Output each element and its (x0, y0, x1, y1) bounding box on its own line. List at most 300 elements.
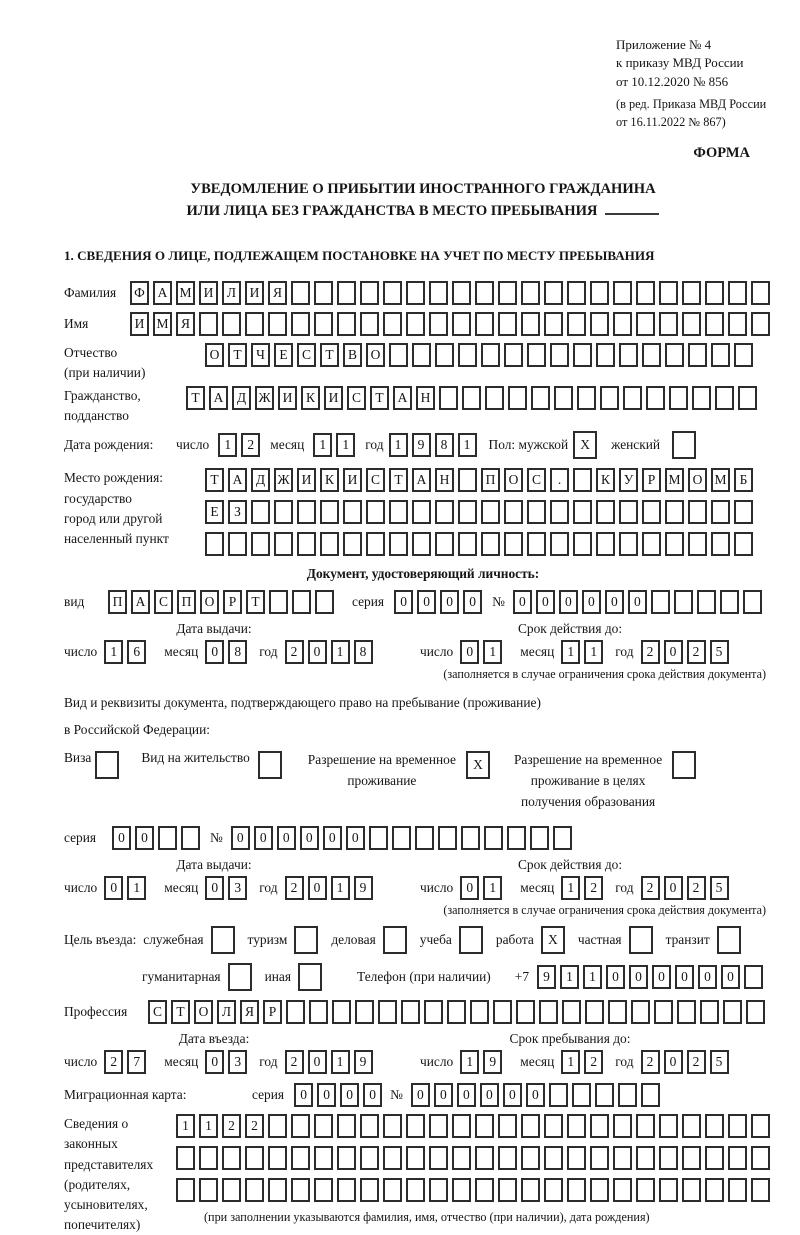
form-cell[interactable] (292, 590, 311, 614)
form-cell[interactable] (688, 532, 707, 556)
form-cell[interactable] (550, 532, 569, 556)
form-cell[interactable]: Р (223, 590, 242, 614)
form-cell[interactable]: 0 (664, 1050, 683, 1074)
form-cell[interactable]: О (205, 343, 224, 367)
form-cell[interactable]: С (527, 468, 546, 492)
form-cell[interactable]: И (245, 281, 264, 305)
form-cell[interactable]: 8 (354, 640, 373, 664)
form-cell[interactable] (521, 281, 540, 305)
form-cell[interactable] (498, 1178, 517, 1202)
form-cell[interactable]: 0 (664, 640, 683, 664)
form-cell[interactable] (734, 343, 753, 367)
form-cell[interactable] (636, 1178, 655, 1202)
form-cell[interactable] (475, 1114, 494, 1138)
form-cell[interactable] (677, 1000, 696, 1024)
form-cell[interactable] (530, 826, 549, 850)
form-cell[interactable] (682, 1178, 701, 1202)
form-cell[interactable] (692, 386, 711, 410)
form-cell[interactable] (738, 386, 757, 410)
form-cell[interactable]: 0 (664, 876, 683, 900)
form-cell[interactable] (697, 590, 716, 614)
form-cell[interactable] (452, 1178, 471, 1202)
form-cell[interactable] (629, 926, 653, 954)
form-cell[interactable] (527, 343, 546, 367)
form-cell[interactable] (636, 1146, 655, 1170)
form-cell[interactable] (715, 386, 734, 410)
form-cell[interactable] (521, 1178, 540, 1202)
form-cell[interactable] (435, 343, 454, 367)
form-cell[interactable]: Б (734, 468, 753, 492)
form-cell[interactable]: 6 (127, 640, 146, 664)
form-cell[interactable] (401, 1000, 420, 1024)
form-cell[interactable] (485, 386, 504, 410)
form-cell[interactable] (406, 1114, 425, 1138)
form-cell[interactable] (498, 312, 517, 336)
form-cell[interactable] (309, 1000, 328, 1024)
form-cell[interactable] (544, 1114, 563, 1138)
form-cell[interactable] (734, 500, 753, 524)
form-cell[interactable]: О (200, 590, 219, 614)
form-cell[interactable] (504, 343, 523, 367)
form-cell[interactable]: Л (217, 1000, 236, 1024)
form-cell[interactable] (665, 500, 684, 524)
form-cell[interactable] (424, 1000, 443, 1024)
form-cell[interactable]: М (711, 468, 730, 492)
form-cell[interactable] (751, 1114, 770, 1138)
form-cell[interactable]: 1 (458, 433, 477, 457)
form-cell[interactable] (682, 1146, 701, 1170)
form-cell[interactable] (176, 1178, 195, 1202)
form-cell[interactable]: С (297, 343, 316, 367)
form-cell[interactable]: 0 (417, 590, 436, 614)
form-cell[interactable]: 5 (710, 876, 729, 900)
form-cell[interactable]: Е (205, 500, 224, 524)
form-cell[interactable] (438, 826, 457, 850)
form-cell[interactable] (705, 1178, 724, 1202)
form-cell[interactable]: X (541, 926, 565, 954)
form-cell[interactable]: 2 (285, 876, 304, 900)
form-cell[interactable] (669, 386, 688, 410)
form-cell[interactable] (744, 965, 763, 989)
form-cell[interactable] (320, 500, 339, 524)
form-cell[interactable] (705, 1146, 724, 1170)
form-cell[interactable]: Д (232, 386, 251, 410)
form-cell[interactable] (751, 312, 770, 336)
form-cell[interactable] (211, 926, 235, 954)
form-cell[interactable] (711, 343, 730, 367)
form-cell[interactable] (406, 281, 425, 305)
form-cell[interactable] (613, 1114, 632, 1138)
form-cell[interactable] (298, 963, 322, 991)
form-cell[interactable]: М (153, 312, 172, 336)
form-cell[interactable]: 0 (675, 965, 694, 989)
form-cell[interactable] (458, 500, 477, 524)
form-cell[interactable] (688, 500, 707, 524)
form-cell[interactable]: О (688, 468, 707, 492)
form-cell[interactable]: 0 (205, 876, 224, 900)
form-cell[interactable] (383, 1146, 402, 1170)
form-cell[interactable] (412, 343, 431, 367)
form-cell[interactable] (268, 1178, 287, 1202)
form-cell[interactable] (613, 312, 632, 336)
form-cell[interactable]: 0 (606, 965, 625, 989)
form-cell[interactable]: Я (176, 312, 195, 336)
form-cell[interactable]: 1 (483, 876, 502, 900)
form-cell[interactable]: 0 (112, 826, 131, 850)
form-cell[interactable]: 0 (536, 590, 555, 614)
form-cell[interactable] (459, 926, 483, 954)
form-cell[interactable] (415, 826, 434, 850)
form-cell[interactable]: Я (240, 1000, 259, 1024)
form-cell[interactable]: 0 (526, 1083, 545, 1107)
form-cell[interactable] (458, 468, 477, 492)
form-cell[interactable] (751, 1146, 770, 1170)
form-cell[interactable]: 0 (605, 590, 624, 614)
form-cell[interactable] (95, 751, 119, 779)
form-cell[interactable] (447, 1000, 466, 1024)
form-cell[interactable] (504, 500, 523, 524)
form-cell[interactable]: М (176, 281, 195, 305)
form-cell[interactable] (360, 281, 379, 305)
form-cell[interactable] (549, 1083, 568, 1107)
form-cell[interactable] (484, 826, 503, 850)
form-cell[interactable] (429, 281, 448, 305)
form-cell[interactable] (383, 281, 402, 305)
form-cell[interactable] (297, 532, 316, 556)
form-cell[interactable]: 0 (411, 1083, 430, 1107)
form-cell[interactable]: 0 (363, 1083, 382, 1107)
form-cell[interactable] (412, 532, 431, 556)
form-cell[interactable] (521, 1146, 540, 1170)
form-cell[interactable]: 0 (277, 826, 296, 850)
form-cell[interactable]: 1 (561, 876, 580, 900)
form-cell[interactable]: 2 (245, 1114, 264, 1138)
form-cell[interactable] (711, 532, 730, 556)
form-cell[interactable]: О (504, 468, 523, 492)
form-cell[interactable] (700, 1000, 719, 1024)
form-cell[interactable] (462, 386, 481, 410)
form-cell[interactable] (613, 281, 632, 305)
form-cell[interactable] (343, 532, 362, 556)
form-cell[interactable] (573, 500, 592, 524)
form-cell[interactable] (458, 532, 477, 556)
form-cell[interactable]: 0 (513, 590, 532, 614)
form-cell[interactable] (544, 312, 563, 336)
form-cell[interactable] (435, 500, 454, 524)
form-cell[interactable]: 0 (582, 590, 601, 614)
form-cell[interactable] (751, 1178, 770, 1202)
form-cell[interactable] (659, 281, 678, 305)
form-cell[interactable] (527, 532, 546, 556)
form-cell[interactable]: . (550, 468, 569, 492)
form-cell[interactable]: 0 (698, 965, 717, 989)
form-cell[interactable]: 2 (687, 876, 706, 900)
form-cell[interactable] (682, 281, 701, 305)
form-cell[interactable] (498, 1146, 517, 1170)
form-cell[interactable] (728, 281, 747, 305)
form-cell[interactable] (743, 590, 762, 614)
form-cell[interactable]: 0 (294, 1083, 313, 1107)
form-cell[interactable]: 0 (308, 640, 327, 664)
form-cell[interactable]: 0 (308, 1050, 327, 1074)
form-cell[interactable]: 0 (559, 590, 578, 614)
form-cell[interactable] (269, 590, 288, 614)
form-cell[interactable] (383, 1114, 402, 1138)
form-cell[interactable] (550, 343, 569, 367)
form-cell[interactable] (360, 1114, 379, 1138)
form-cell[interactable] (728, 1114, 747, 1138)
form-cell[interactable]: 0 (628, 590, 647, 614)
form-cell[interactable] (642, 500, 661, 524)
form-cell[interactable] (636, 312, 655, 336)
form-cell[interactable] (636, 281, 655, 305)
form-cell[interactable] (452, 1114, 471, 1138)
form-cell[interactable] (360, 1146, 379, 1170)
form-cell[interactable] (360, 1178, 379, 1202)
form-cell[interactable] (392, 826, 411, 850)
form-cell[interactable] (544, 281, 563, 305)
form-cell[interactable] (389, 500, 408, 524)
form-cell[interactable] (507, 826, 526, 850)
form-cell[interactable]: Ч (251, 343, 270, 367)
form-cell[interactable]: И (278, 386, 297, 410)
form-cell[interactable] (631, 1000, 650, 1024)
form-cell[interactable] (475, 312, 494, 336)
form-cell[interactable] (619, 532, 638, 556)
form-cell[interactable]: У (619, 468, 638, 492)
form-cell[interactable] (366, 500, 385, 524)
form-cell[interactable] (531, 386, 550, 410)
form-cell[interactable] (461, 826, 480, 850)
form-cell[interactable] (245, 1146, 264, 1170)
form-cell[interactable] (332, 1000, 351, 1024)
form-cell[interactable] (337, 281, 356, 305)
form-cell[interactable] (251, 532, 270, 556)
form-cell[interactable] (504, 532, 523, 556)
form-cell[interactable]: П (481, 468, 500, 492)
form-cell[interactable]: 0 (652, 965, 671, 989)
form-cell[interactable]: 9 (354, 876, 373, 900)
form-cell[interactable] (475, 281, 494, 305)
form-cell[interactable] (337, 1146, 356, 1170)
form-cell[interactable] (439, 386, 458, 410)
form-cell[interactable] (493, 1000, 512, 1024)
form-cell[interactable] (369, 826, 388, 850)
form-cell[interactable] (314, 1114, 333, 1138)
form-cell[interactable]: 9 (354, 1050, 373, 1074)
form-cell[interactable]: 2 (241, 433, 260, 457)
form-cell[interactable]: 1 (584, 640, 603, 664)
form-cell[interactable] (734, 532, 753, 556)
form-cell[interactable]: Л (222, 281, 241, 305)
form-cell[interactable] (314, 281, 333, 305)
form-cell[interactable] (481, 500, 500, 524)
form-cell[interactable]: 1 (336, 433, 355, 457)
form-cell[interactable]: А (393, 386, 412, 410)
form-cell[interactable] (452, 312, 471, 336)
form-cell[interactable] (636, 1114, 655, 1138)
form-cell[interactable]: 1 (561, 640, 580, 664)
form-cell[interactable]: 2 (584, 1050, 603, 1074)
form-cell[interactable] (705, 281, 724, 305)
form-cell[interactable] (268, 1146, 287, 1170)
form-cell[interactable]: 0 (460, 876, 479, 900)
form-cell[interactable] (406, 1178, 425, 1202)
form-cell[interactable]: Т (320, 343, 339, 367)
form-cell[interactable] (429, 1178, 448, 1202)
form-cell[interactable] (665, 343, 684, 367)
form-cell[interactable] (291, 1146, 310, 1170)
form-cell[interactable] (674, 590, 693, 614)
form-cell[interactable] (452, 1146, 471, 1170)
form-cell[interactable] (521, 312, 540, 336)
form-cell[interactable] (286, 1000, 305, 1024)
form-cell[interactable] (567, 1114, 586, 1138)
form-cell[interactable] (360, 312, 379, 336)
form-cell[interactable]: Д (251, 468, 270, 492)
form-cell[interactable]: П (177, 590, 196, 614)
form-cell[interactable]: 8 (228, 640, 247, 664)
form-cell[interactable]: И (324, 386, 343, 410)
form-cell[interactable] (314, 1178, 333, 1202)
form-cell[interactable]: 0 (231, 826, 250, 850)
form-cell[interactable] (688, 343, 707, 367)
form-cell[interactable]: 0 (434, 1083, 453, 1107)
form-cell[interactable] (600, 386, 619, 410)
form-cell[interactable]: Н (416, 386, 435, 410)
form-cell[interactable] (429, 1114, 448, 1138)
form-cell[interactable]: Т (246, 590, 265, 614)
form-cell[interactable]: И (297, 468, 316, 492)
form-cell[interactable] (406, 1146, 425, 1170)
form-cell[interactable] (475, 1146, 494, 1170)
form-cell[interactable] (245, 312, 264, 336)
form-cell[interactable] (544, 1146, 563, 1170)
form-cell[interactable] (618, 1083, 637, 1107)
form-cell[interactable]: С (154, 590, 173, 614)
form-cell[interactable]: 2 (687, 1050, 706, 1074)
form-cell[interactable] (573, 468, 592, 492)
form-cell[interactable] (291, 281, 310, 305)
form-cell[interactable]: 2 (104, 1050, 123, 1074)
form-cell[interactable] (672, 431, 696, 459)
form-cell[interactable] (751, 281, 770, 305)
form-cell[interactable] (642, 343, 661, 367)
form-cell[interactable] (651, 590, 670, 614)
form-cell[interactable]: 9 (537, 965, 556, 989)
form-cell[interactable] (521, 1114, 540, 1138)
form-cell[interactable] (572, 1083, 591, 1107)
form-cell[interactable] (623, 386, 642, 410)
form-cell[interactable] (199, 1178, 218, 1202)
form-cell[interactable] (596, 500, 615, 524)
form-cell[interactable] (199, 312, 218, 336)
form-cell[interactable] (646, 386, 665, 410)
form-cell[interactable]: Т (228, 343, 247, 367)
form-cell[interactable]: 1 (313, 433, 332, 457)
form-cell[interactable] (320, 532, 339, 556)
form-cell[interactable] (406, 312, 425, 336)
form-cell[interactable]: М (665, 468, 684, 492)
form-cell[interactable] (577, 386, 596, 410)
form-cell[interactable] (297, 500, 316, 524)
form-cell[interactable]: Р (642, 468, 661, 492)
form-cell[interactable] (613, 1146, 632, 1170)
form-cell[interactable]: 0 (340, 1083, 359, 1107)
form-cell[interactable] (176, 1146, 195, 1170)
form-cell[interactable]: 5 (710, 1050, 729, 1074)
form-cell[interactable] (728, 1146, 747, 1170)
form-cell[interactable] (705, 312, 724, 336)
form-cell[interactable] (585, 1000, 604, 1024)
form-cell[interactable] (378, 1000, 397, 1024)
form-cell[interactable] (553, 826, 572, 850)
form-cell[interactable] (315, 590, 334, 614)
form-cell[interactable]: 0 (440, 590, 459, 614)
form-cell[interactable]: 2 (641, 876, 660, 900)
form-cell[interactable] (550, 500, 569, 524)
form-cell[interactable] (337, 1178, 356, 1202)
form-cell[interactable] (682, 312, 701, 336)
form-cell[interactable]: 7 (127, 1050, 146, 1074)
form-cell[interactable]: 0 (135, 826, 154, 850)
form-cell[interactable]: 0 (721, 965, 740, 989)
form-cell[interactable] (268, 312, 287, 336)
form-cell[interactable] (435, 532, 454, 556)
form-cell[interactable] (274, 532, 293, 556)
form-cell[interactable]: X (466, 751, 490, 779)
form-cell[interactable]: 1 (560, 965, 579, 989)
form-cell[interactable]: И (130, 312, 149, 336)
form-cell[interactable] (682, 1114, 701, 1138)
form-cell[interactable] (251, 500, 270, 524)
form-cell[interactable] (481, 343, 500, 367)
form-cell[interactable]: Н (435, 468, 454, 492)
form-cell[interactable]: 0 (463, 590, 482, 614)
form-cell[interactable] (222, 1146, 241, 1170)
form-cell[interactable] (567, 312, 586, 336)
form-cell[interactable] (590, 281, 609, 305)
form-cell[interactable]: 0 (254, 826, 273, 850)
form-cell[interactable] (337, 1114, 356, 1138)
form-cell[interactable]: 1 (460, 1050, 479, 1074)
form-cell[interactable]: 3 (228, 1050, 247, 1074)
form-cell[interactable] (720, 590, 739, 614)
form-cell[interactable] (481, 532, 500, 556)
form-cell[interactable]: 1 (218, 433, 237, 457)
form-cell[interactable] (314, 1146, 333, 1170)
form-cell[interactable] (539, 1000, 558, 1024)
form-cell[interactable]: 2 (222, 1114, 241, 1138)
form-cell[interactable] (429, 312, 448, 336)
form-cell[interactable] (258, 751, 282, 779)
form-cell[interactable]: 0 (317, 1083, 336, 1107)
form-cell[interactable]: О (366, 343, 385, 367)
form-cell[interactable] (294, 926, 318, 954)
form-cell[interactable]: К (596, 468, 615, 492)
form-cell[interactable] (228, 963, 252, 991)
form-cell[interactable]: А (412, 468, 431, 492)
form-cell[interactable]: 1 (127, 876, 146, 900)
form-cell[interactable] (654, 1000, 673, 1024)
form-cell[interactable] (659, 1114, 678, 1138)
form-cell[interactable] (723, 1000, 742, 1024)
form-cell[interactable]: А (153, 281, 172, 305)
form-cell[interactable]: 1 (561, 1050, 580, 1074)
form-cell[interactable]: 1 (331, 876, 350, 900)
form-cell[interactable]: 9 (483, 1050, 502, 1074)
form-cell[interactable] (590, 1146, 609, 1170)
